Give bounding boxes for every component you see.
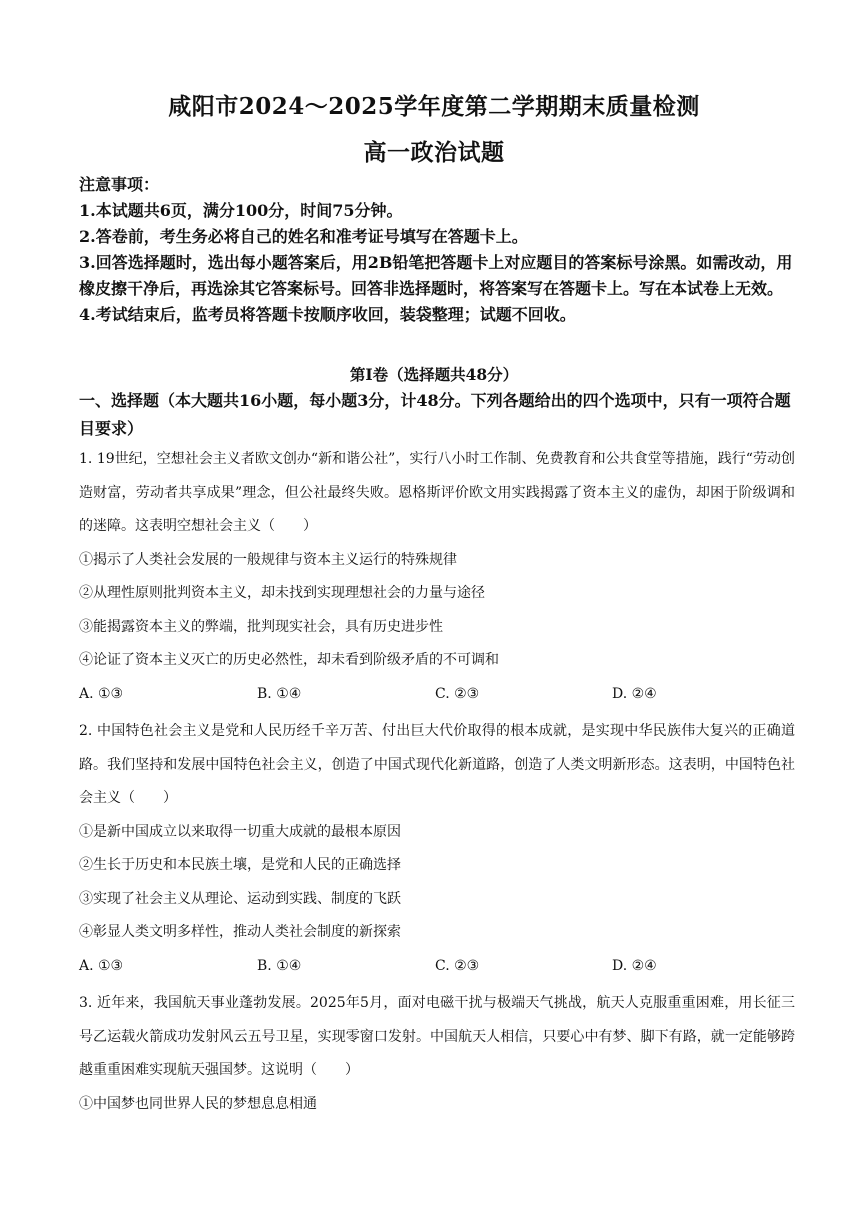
question-option: ③实现了社会主义从理论、运动到实践、制度的飞跃 xyxy=(79,890,401,907)
choice-d: D. ②④ xyxy=(612,957,657,974)
choice-a: A. ①③ xyxy=(79,685,124,702)
part-title: 一、选择题（本大题共16小题，每小题3分，计48分。下列各题给出的四个选项中，只有一项符合题目要求） xyxy=(79,391,791,438)
question-option: ①揭示了人类社会发展的一般规律与资本主义运行的特殊规律 xyxy=(79,551,457,568)
answer-choices xyxy=(79,950,795,984)
question-option: ①中国梦也同世界人民的梦想息息相通 xyxy=(79,1095,317,1112)
notice-heading: 注意事项： xyxy=(79,175,160,194)
question-option: ③能揭露资本主义的弊端，批判现实社会，具有历史进步性 xyxy=(79,618,443,635)
choice-a: A. ①③ xyxy=(79,957,124,974)
question-3 xyxy=(79,987,795,1121)
question-option: ④论证了资本主义灭亡的历史必然性，却未看到阶级矛盾的不可调和 xyxy=(79,652,499,668)
question-option: ②从理性原则批判资本主义，却未找到实现理想社会的力量与途径 xyxy=(79,585,485,601)
section-heading: 第Ⅰ卷（选择题共48分） xyxy=(349,365,519,384)
exam-title: 咸阳市2024～2025学年度第二学期期末质量检测 xyxy=(168,93,700,120)
exam-subtitle: 高一政治试题 xyxy=(363,139,505,166)
choice-b: B. ①④ xyxy=(257,685,302,702)
notice-block xyxy=(79,172,795,328)
choice-d: D. ②④ xyxy=(612,685,657,702)
question-1 xyxy=(79,443,795,711)
choice-b: B. ①④ xyxy=(257,957,302,974)
question-stem: 2. 中国特色社会主义是党和人民历经千辛万苦、付出巨大代价取得的根本成就，是实现中华民族伟大复兴的正确道路。我们坚持和发展中国特色社会主义，创造了中国式现代化新道路，创造了人类文明新形态。这表明，中国特色社会主义（ ） xyxy=(79,723,795,806)
question-option: ①是新中国成立以来取得一切重大成就的最根本原因 xyxy=(79,823,401,840)
question-option: ②生长于历史和本民族土壤，是党和人民的正确选择 xyxy=(79,857,401,873)
answer-choices xyxy=(79,678,795,712)
question-option: ④彰显人类文明多样性，推动人类社会制度的新探索 xyxy=(79,924,401,940)
choice-c: C. ②③ xyxy=(435,957,480,974)
question-stem: 3. 近年来，我国航天事业蓬勃发展。2025年5月，面对电磁干扰与极端天气挑战，航天人克服重重困难，用长征三号乙运载火箭成功发射风云五号卫星，实现零窗口发射。中国航天人相信，只要心中有梦、脚下有路，就一定能够跨越重重困难实现航天强国梦。这说明（ ） xyxy=(79,995,795,1078)
notice-item-1: 1.本试题共6页，满分100分，时间75分钟。 xyxy=(79,201,403,220)
notice-item-2: 2.答卷前，考生务必将自己的姓名和准考证号填写在答题卡上。 xyxy=(79,227,528,246)
question-2 xyxy=(79,715,795,983)
question-stem: 1. 19世纪，空想社会主义者欧文创办“新和谐公社”，实行八小时工作制、免费教育和公共食堂等措施，践行“劳动创造财富，劳动者共享成果”理念，但公社最终失败。恩格斯评价欧文用实践揭露了资本主义的虚伪，却困于阶级调和的迷障。这表明空想社会主义（ ） xyxy=(79,451,795,534)
notice-item-3: 3.回答选择题时，选出每小题答案后，用2B铅笔把答题卡上对应题目的答案标号涂黑。如需改动，用橡皮擦干净后，再选涂其它答案标号。回答非选择题时，将答案写在答题卡上。写在本试卷上无效。 xyxy=(79,253,793,298)
notice-item-4: 4.考试结束后，监考员将答题卡按顺序收回，装袋整理；试题不回收。 xyxy=(79,305,576,324)
choice-c: C. ②③ xyxy=(435,685,480,702)
